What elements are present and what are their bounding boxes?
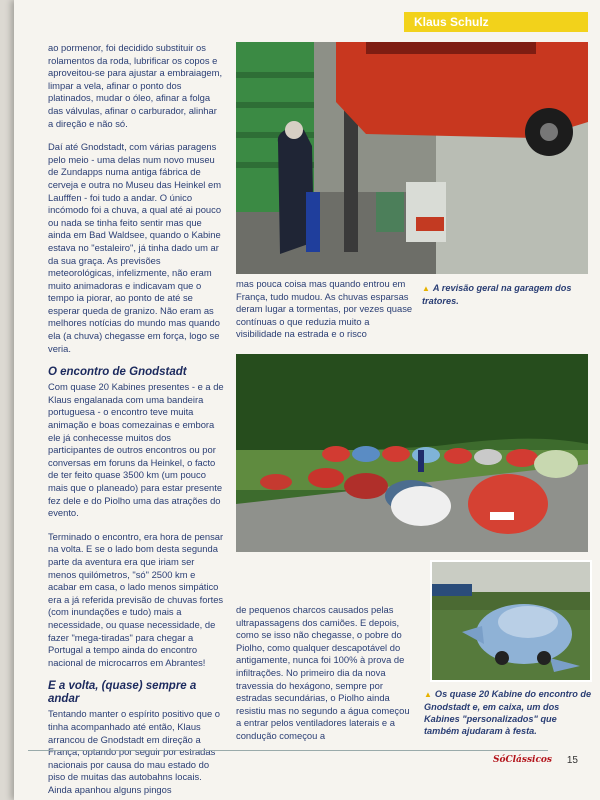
page-footer bbox=[14, 742, 600, 768]
meeting-photo-image bbox=[236, 354, 588, 552]
paragraph: Com quase 20 Kabines presentes - e a de Klaus engalanada com uma bandeira portuguesa - o encontro teve muita animação e boas comezainas e embora ele já conhecesse muitos dos participantes de outros encontros ou por conversas em foruns da Heinkel, o facto de ter feito quase 3500 km (um pouco mais que o planeado) para estar presente fez dele e do Piolho uma das atrações do evento. bbox=[48, 381, 224, 519]
section-heading: O encontro de Gnodstadt bbox=[48, 366, 187, 379]
magazine-page bbox=[14, 0, 600, 800]
paragraph: mas pouca coisa mas quando entrou em França, tudo mudou. As chuvas esparsas deram lugar a tormentas, por vezes quase contínuas o que reduzia muito a visibilidade na estrada e o risco bbox=[236, 278, 413, 340]
triangle-bullet-icon: ▲ bbox=[422, 284, 430, 293]
meeting-photo bbox=[236, 354, 588, 552]
garage-photo bbox=[236, 42, 588, 274]
text-column-middle bbox=[236, 278, 414, 352]
triangle-bullet-icon: ▲ bbox=[424, 690, 432, 699]
text-column-left bbox=[48, 42, 224, 800]
inset-photo bbox=[430, 560, 592, 682]
paragraph: Tentando manter o espírito positivo que o tinha acompanhado até então, Klaus arrancou de Gnodstadt em direção a França, optando por seguir por estradas nacionais por causa do mau estado do piso de muitas das autobahns locais. Ainda apanhou alguns pingos bbox=[48, 708, 220, 795]
author-tag: Klaus Schulz bbox=[404, 12, 588, 32]
text-column-right bbox=[236, 604, 416, 754]
paragraph: Daí até Gnodstadt, com várias paragens pelo meio - uma delas num novo museu de Zundapps numa antiga fábrica de cerveja e outra no Museu das Heinkel em Laufffen - foi tudo a andar. O único incómodo foi a chuva, a qual até ai pouco ou nada se tinha feito sentir mas que ainda em Bad Waldsee, quando o Kabine estava no "estaleiro", já tinha dado um ar da sua graça. As previsões meteorológicas, infelizmente, não eram muito animadoras e indicavam que o tempo ia piorar, ao ponto de até se esperar queda de granizo. Não eram as melhores notícias do mundo mas quando ela (a chuva) chegasse em força, logo se veria. bbox=[48, 141, 222, 354]
inset-photo-image bbox=[432, 562, 590, 680]
paragraph: ao pormenor, foi decidido substituir os rolamentos da roda, lubrificar os copos e aproveitou-se para ajustar a embraiagem, limpar a vela, afinar o ponto dos platinados, mudar o óleo, afinar a folga das válvulas, afinar o carburador, alinhar a direção e não só. bbox=[48, 42, 223, 129]
paragraph: Terminado o encontro, era hora de pensar na volta. E se o lado bom desta segunda parte da aventura era que iriam ser menos quilómetros, "só" 2500 km e acabar em casa, o lado menos simpático era a já referida previsão de chuvas fortes (com inundações e tudo) mais a necessidade, ou quase necessidade, de fazer "mega-tiradas" para chegar a Portugal a tempo ainda do encontro nacional de microcarros em Abrantes! bbox=[48, 530, 224, 668]
photo-caption-meeting: ▲ Os quase 20 Kabine do encontro de Gnodstadt e, em caixa, um dos Kabines "personalizados" que também ajudaram à festa. bbox=[424, 689, 592, 736]
footer-rule bbox=[28, 750, 548, 751]
section-heading: E a volta, (quase) sempre a andar bbox=[48, 680, 197, 706]
magazine-logo: SóClássicos bbox=[492, 755, 552, 765]
paragraph: de pequenos charcos causados pelas ultrapassagens dos camiões. E depois, como se isso não chegasse, o pobre do Piolho, como qualquer descapotável do antigamente, nunca foi 100% à prova de infiltrações. No primeiro dia da nova travessia do hexágono, sempre por estradas secundárias, o Piolho ainda resistiu mas no segundo a água começou a entrar pelos ventiladores laterais e a condução começou a bbox=[236, 604, 410, 741]
page-number: 15 bbox=[566, 755, 578, 766]
photo-caption-garage: ▲ A revisão geral na garagem dos tratores. bbox=[422, 283, 572, 306]
garage-photo-image bbox=[236, 42, 588, 274]
